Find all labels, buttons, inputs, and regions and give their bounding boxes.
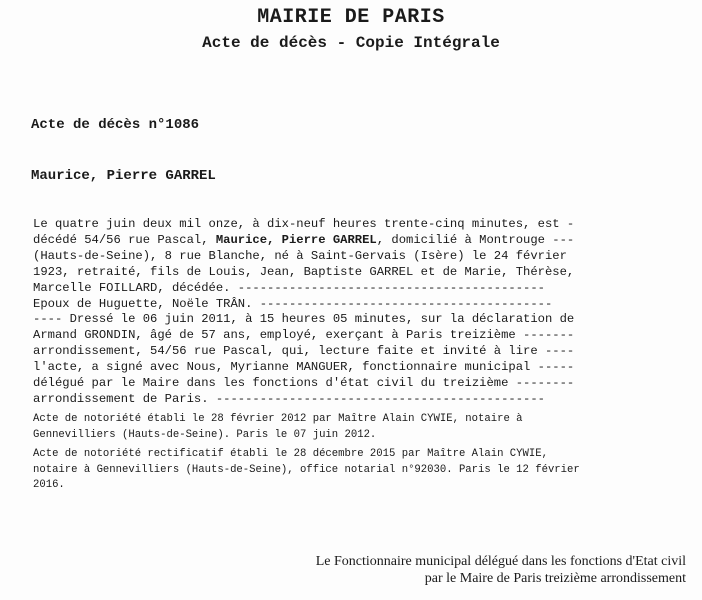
signature-line-1: Le Fonctionnaire municipal délégué dans les fonctions d'Etat civil xyxy=(315,554,686,569)
document-subtitle: Acte de décès - Copie Intégrale xyxy=(202,34,500,52)
notoriety-note-1 xyxy=(33,412,673,443)
body-line-bold-name: Maurice, Pierre GARREL xyxy=(215,232,377,247)
body-line: Le quatre juin deux mil onze, à dix-neuf heures trente-cinq minutes, est - xyxy=(33,217,575,231)
note-line: Acte de notoriété rectificatif établi le 28 décembre 2015 par Maître Alain CYWIE, xyxy=(33,448,548,460)
body-line: décédé 54/56 rue Pascal, xyxy=(33,232,216,247)
note-line: Acte de notoriété établi le 28 février 2012 par Maître Alain CYWIE, notaire à xyxy=(33,413,523,425)
signature-line-2: par le Maire de Paris treizième arrondissement xyxy=(424,571,686,586)
note-line: Gennevilliers (Hauts-de-Seine). Paris le 07 juin 2012. xyxy=(33,428,377,441)
deceased-name: Maurice, Pierre GARREL xyxy=(31,168,216,184)
body-line: arrondissement, 54/56 rue Pascal, qui, lecture faite et invité à lire ---- xyxy=(33,344,575,359)
note-line: 2016. xyxy=(33,479,65,491)
notoriety-note-2 xyxy=(33,447,673,494)
body-line: (Hauts-de-Seine), 8 rue Blanche, né à Saint-Gervais (Isère) le 24 février xyxy=(33,248,567,263)
document-header xyxy=(0,6,702,52)
body-line: Armand GRONDIN, âgé de 57 ans, employé, exerçant à Paris treizième ------- xyxy=(33,328,575,343)
acte-number: Acte de décès n°1086 xyxy=(31,117,200,133)
body-line: délégué par le Maire dans les fonctions d'état civil du treizième -------- xyxy=(33,376,575,391)
note-line: notaire à Gennevilliers (Hauts-de-Seine), office notarial n°92030. Paris le 12 février xyxy=(33,463,580,476)
certificate-body xyxy=(33,217,613,408)
body-line: Epoux de Huguette, Noële TRÂN. ---------------------------------------- xyxy=(33,296,553,311)
body-line: ---- Dressé le 06 juin 2011, à 15 heures 05 minutes, sur la déclaration de xyxy=(33,312,575,327)
body-line: l'acte, a signé avec Nous, Myrianne MANGUER, fonctionnaire municipal ----- xyxy=(33,360,575,375)
body-line: arrondissement de Paris. --------------------------------------------- xyxy=(33,391,545,406)
body-line: , domicilié à Montrouge --- xyxy=(376,232,575,247)
body-line: 1923, retraité, fils de Louis, Jean, Baptiste GARREL et de Marie, Thérèse, xyxy=(33,264,575,279)
signature-block xyxy=(316,553,686,587)
document-title: MAIRIE DE PARIS xyxy=(257,6,445,29)
body-line: Marcelle FOILLARD, décédée. ------------------------------------------ xyxy=(33,280,545,295)
